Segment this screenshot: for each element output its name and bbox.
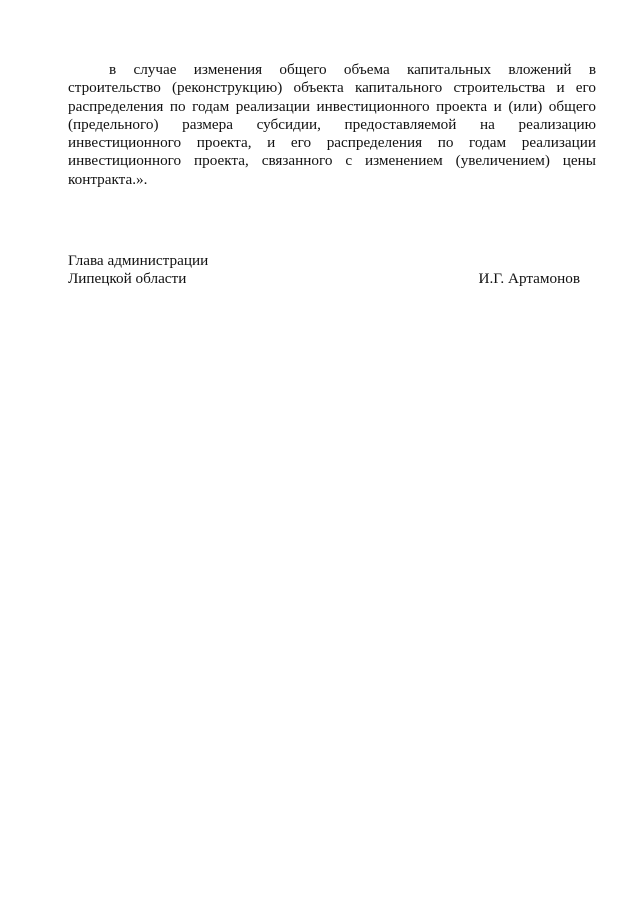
signature-position-region: Липецкой области — [68, 269, 187, 287]
body-paragraph: в случае изменения общего объема капитальных вложений в строительство (реконструкцию) объекта капитального строительства и его распределения по годам реализации инвестиционного проекта и (или) общего (предельного) размера субсидии, предоставляемой на реализацию инвестиционного проекта, и его распределения по годам реализации инвестиционного проекта, связанного с изменением (увеличением) цены контракта.». — [68, 61, 596, 188]
signature-position-title: Глава администрации — [68, 252, 209, 269]
signature-block — [68, 252, 580, 287]
signatory-name: И.Г. Артамонов — [478, 269, 580, 287]
signature-position-line-2 — [68, 270, 580, 288]
signature-position-line-1 — [68, 252, 580, 270]
